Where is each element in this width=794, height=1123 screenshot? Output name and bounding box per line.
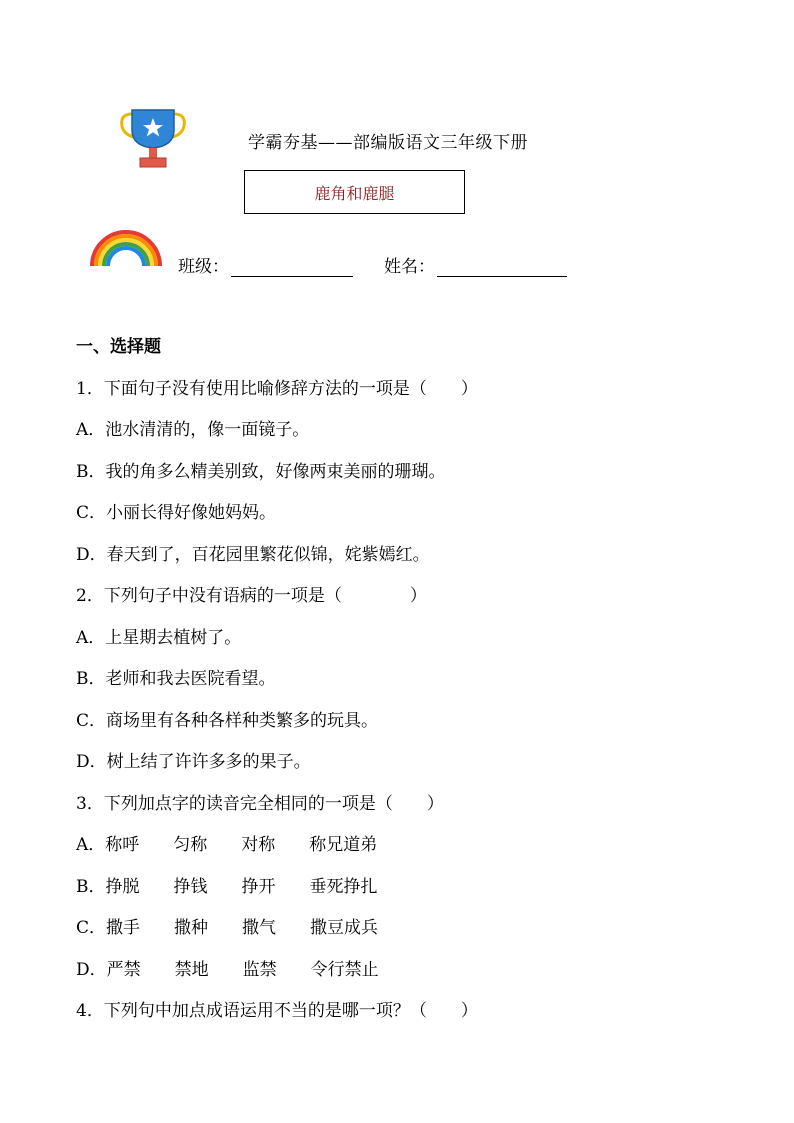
question-stem: 3．下列加点字的读音完全相同的一项是（ ）	[76, 793, 444, 814]
class-label: 班级：	[178, 257, 229, 277]
name-blank[interactable]	[437, 258, 567, 277]
option-d: D．春天到了，百花园里繁花似锦，姹紫嫣红。	[76, 544, 430, 565]
class-field	[178, 252, 353, 277]
class-blank[interactable]	[231, 258, 353, 277]
question-1	[76, 378, 736, 586]
question-2	[76, 585, 736, 793]
option-d: D．树上结了许许多多的果子。	[76, 752, 311, 772]
option-c: C．商场里有各种各样种类繁多的玩具。	[76, 710, 379, 731]
question-3	[76, 793, 736, 1001]
option-b: B．我的角多么精美别致，好像两束美丽的珊瑚。	[76, 461, 446, 482]
rainbow-icon	[88, 226, 164, 268]
option-c: C．撒手 撒种 撒气 撒豆成兵	[76, 918, 379, 938]
option-d: D．严禁 禁地 监禁 令行禁止	[76, 959, 379, 980]
option-b: B．挣脱 挣钱 挣开 垂死挣扎	[76, 876, 378, 897]
option-c: C．小丽长得好像她妈妈。	[76, 503, 277, 523]
question-stem: 1．下面句子没有使用比喻修辞方法的一项是（ ）	[76, 378, 478, 399]
option-a: A．上星期去植树了。	[76, 627, 242, 648]
trophy-icon	[118, 108, 188, 170]
question-4	[76, 1000, 736, 1042]
lesson-title-box	[244, 170, 465, 214]
option-a: A．池水清清的，像一面镜子。	[76, 420, 310, 440]
option-b: B．老师和我去医院看望。	[76, 669, 276, 689]
name-label: 姓名：	[384, 257, 435, 277]
question-content	[76, 336, 736, 1042]
question-stem: 4．下列句中加点成语运用不当的是哪一项？（ ）	[76, 1001, 478, 1021]
lesson-title: 鹿角和鹿腿	[314, 183, 395, 203]
name-field	[384, 252, 567, 277]
document-title: 学霸夯基——部编版语文三年级下册	[248, 133, 528, 153]
question-stem: 2．下列句子中没有语病的一项是（ ）	[76, 586, 427, 606]
option-a: A．称呼 匀称 对称 称兄道弟	[76, 835, 378, 855]
section-title: 一、选择题	[76, 337, 161, 357]
